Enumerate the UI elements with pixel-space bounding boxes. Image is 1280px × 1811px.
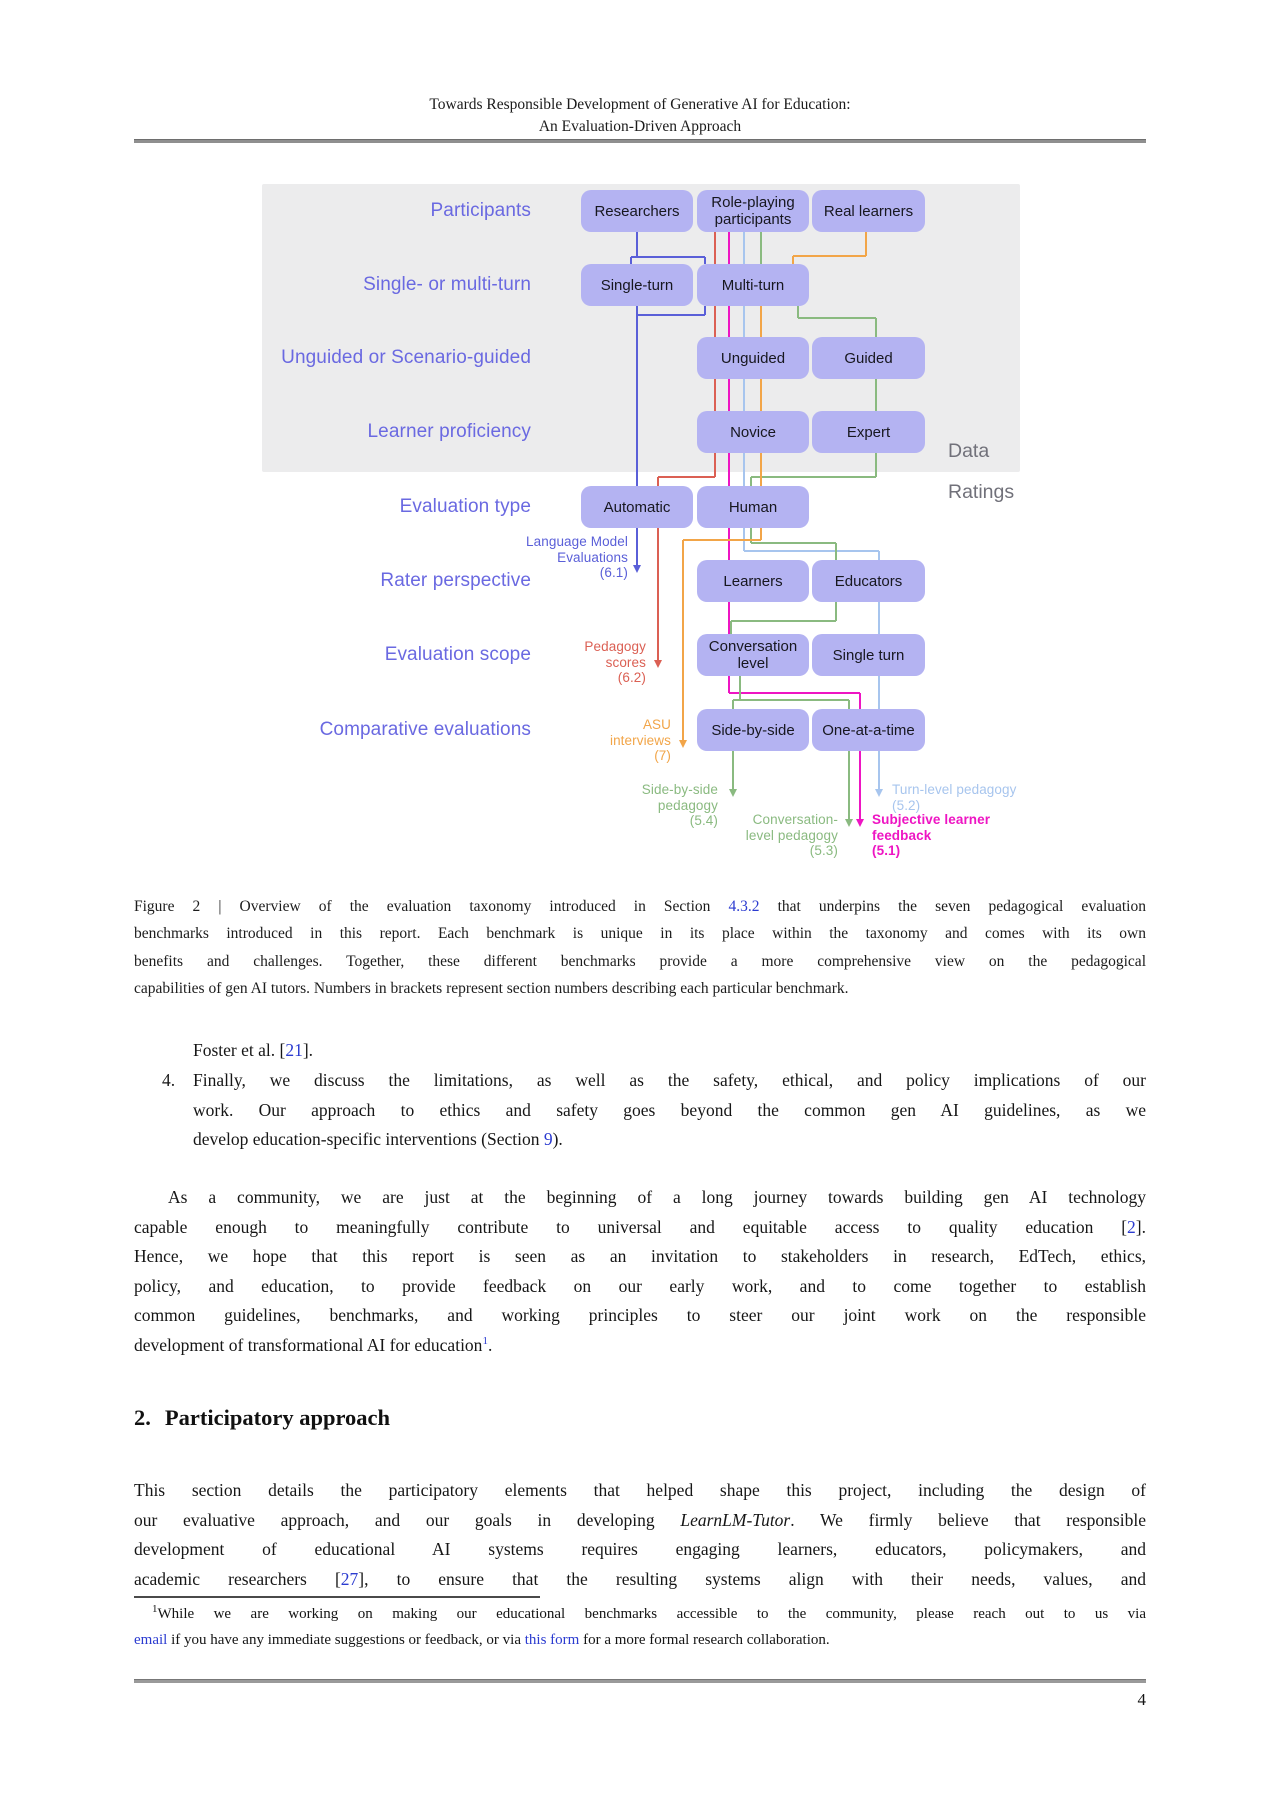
text-segment: ]. (1135, 1216, 1146, 1237)
text-segment: Figure 2 | Overview of the evaluation taxonomy introduced in Section (134, 898, 729, 915)
annotation-pedagogy-scores (346, 639, 646, 686)
section-title: Participatory approach (164, 1405, 391, 1430)
taxonomy-box-label: Side-by-side (711, 721, 795, 739)
text-segment: benchmarks introduced in this report. Each benchmark is unique in its place within the taxonomy and comes with its own (134, 925, 1146, 943)
arrowhead-down-icon (679, 740, 687, 748)
taxonomy-box-label: Single turn (832, 646, 905, 664)
connector-line (878, 551, 880, 560)
connector-line (732, 751, 734, 790)
text-segment: ], to ensure that the resulting systems align with their needs, values, and (358, 1568, 1146, 1589)
connector-line (743, 306, 745, 337)
connector-line (760, 453, 762, 486)
text-segment: work. Our approach to ethics and safety goes beyond the common gen AI guidelines, as we (193, 1099, 1146, 1120)
text-line (134, 948, 1146, 975)
taxonomy-box-label: Real learners (823, 202, 914, 220)
connector-line (682, 540, 684, 741)
body-paragraph-participatory (134, 1476, 1146, 1594)
annotation-line: Evaluations (557, 549, 628, 565)
annotation-subjective-learner-feedback (872, 812, 1172, 859)
row-label: Participants (430, 200, 531, 221)
text-segment: ). (552, 1129, 563, 1149)
text-segment: capable enough to meaningfully contribute to universal and equitable access to quality education [ (134, 1216, 1128, 1237)
connector-line (859, 693, 861, 709)
taxonomy-box (697, 264, 809, 306)
row-label: Evaluation type (399, 496, 531, 517)
connector-line (733, 699, 849, 701)
footer-rule (134, 1679, 1146, 1683)
text-segment: that underpins the seven pedagogical evaluation (759, 898, 1146, 915)
text-line (193, 1036, 1146, 1066)
row-label: Single- or multi-turn (363, 274, 531, 295)
taxonomy-box (697, 486, 809, 528)
connector-line (848, 700, 850, 709)
annotation-asu-interviews (371, 717, 671, 764)
taxonomy-box (697, 337, 809, 379)
text-segment: capabilities of gen AI tutors. Numbers in brackets represent section numbers describing each particular benchmark. (134, 980, 849, 998)
annotation-line: Pedagogy (584, 639, 646, 654)
text-segment: policy, and education, to provide feedback on our early work, and to come together to establish (134, 1275, 1146, 1296)
text-segment: ]. (302, 1040, 314, 1060)
annotation-line: scores (605, 654, 646, 670)
figure-taxonomy-diagram (0, 0, 1280, 900)
text-segment: if you have any immediate suggestions or feedback, or via (167, 1632, 525, 1648)
text-line (193, 1096, 1146, 1126)
connector-line (739, 676, 741, 700)
row-label: Comparative evaluations (319, 719, 531, 740)
annotation-lm-evals (328, 534, 628, 581)
taxonomy-box-label: Human (728, 498, 778, 516)
text-line (134, 1331, 1146, 1361)
connector-line (878, 602, 880, 634)
connector-line (729, 692, 860, 694)
taxonomy-box (812, 709, 925, 751)
text-line (134, 1627, 1146, 1653)
row-label: Evaluation scope (384, 644, 531, 665)
text-segment: development of educational AI systems requires engaging learners, educators, policymakers, and (134, 1539, 1146, 1559)
connector-line (798, 317, 876, 319)
connector-line (760, 232, 762, 264)
inline-link[interactable]: 27 (340, 1568, 359, 1589)
connector-line (732, 700, 734, 709)
connector-line (728, 379, 730, 411)
arrowhead-down-icon (654, 660, 662, 668)
annotation-line: (5.2) (892, 797, 921, 813)
connector-line (728, 528, 730, 560)
connector-line (751, 542, 836, 544)
section-heading (134, 1405, 1146, 1431)
annotation-line: feedback (872, 827, 932, 843)
text-segment: This section details the participatory elements that helped shape this project, including the design of (134, 1480, 1146, 1500)
taxonomy-box (697, 411, 809, 453)
footnote (134, 1601, 1146, 1653)
connector-line (848, 751, 850, 820)
inline-link[interactable]: this form (524, 1632, 580, 1648)
text-segment: common guidelines, benchmarks, and working principles to steer our joint work on the responsible (134, 1305, 1146, 1325)
taxonomy-box (697, 709, 809, 751)
text-segment: for a more formal research collaboration. (579, 1632, 830, 1648)
running-header-line2: An Evaluation-Driven Approach (538, 117, 742, 135)
connector-line (730, 621, 732, 634)
list-item-4 (193, 1066, 1146, 1155)
connector-line (744, 550, 879, 552)
annotation-line: (5.3) (809, 843, 838, 858)
annotation-line: ASU (642, 717, 671, 732)
taxonomy-box-label: Guided (844, 349, 893, 367)
text-line (134, 1476, 1146, 1506)
taxonomy-box-label: Multi-turn (721, 276, 785, 294)
list-item-continuation (193, 1036, 1146, 1066)
taxonomy-box-label: Role-playing participants (711, 194, 795, 228)
row-label: Unguided or Scenario-guided (281, 347, 531, 368)
text-line (134, 1601, 1146, 1627)
taxonomy-box-label: Unguided (720, 349, 786, 367)
connector-line (878, 751, 880, 790)
page-number: 4 (1137, 1690, 1146, 1709)
text-segment: 1 (152, 1603, 158, 1615)
annotation-line: Side-by-side (641, 782, 718, 797)
text-line (134, 1183, 1146, 1213)
text-line (134, 1213, 1146, 1243)
connector-line (792, 256, 794, 264)
taxonomy-box (697, 190, 809, 232)
connector-line (751, 476, 876, 478)
taxonomy-box (812, 560, 925, 602)
text-segment: development of transformational AI for education (134, 1334, 483, 1355)
connector-line (728, 676, 730, 693)
connector-line (728, 453, 730, 486)
taxonomy-box-label: Conversation level (708, 638, 798, 672)
annotation-line: (5.4) (689, 813, 718, 828)
arrowhead-down-icon (856, 819, 864, 827)
text-line (134, 1565, 1146, 1595)
connector-line (743, 453, 745, 486)
taxonomy-box (581, 264, 693, 306)
list-item-number: 4. (162, 1070, 176, 1090)
text-line (193, 1125, 1146, 1155)
connector-line (875, 379, 877, 411)
connector-line (750, 477, 752, 486)
taxonomy-box-label: Novice (730, 423, 776, 441)
taxonomy-box (812, 411, 925, 453)
connector-line (743, 379, 745, 411)
annotation-line: (6.1) (599, 565, 628, 580)
text-segment: Finally, we discuss the limitations, as well as the safety, ethical, and policy implications of our (193, 1070, 1146, 1090)
connector-line (714, 453, 716, 477)
text-segment: benefits and challenges. Together, these different benchmarks provide a more comprehensive view on the pedagogical (134, 952, 1146, 970)
taxonomy-box (812, 190, 925, 232)
connector-line (658, 476, 715, 478)
inline-link[interactable]: 1 (482, 1334, 488, 1347)
connector-line (878, 676, 880, 709)
text-segment: . We firmly believe that responsible (790, 1509, 1146, 1530)
connector-line (714, 232, 716, 264)
inline-link[interactable]: 9 (543, 1129, 553, 1149)
connector-line (631, 256, 705, 258)
connector-line (714, 379, 716, 411)
text-line (134, 1242, 1146, 1272)
text-segment: develop education-specific interventions (Section (193, 1129, 544, 1149)
taxonomy-box-label: Single-turn (600, 276, 674, 294)
taxonomy-box (581, 486, 693, 528)
text-line (134, 975, 1146, 1002)
arrowhead-down-icon (729, 789, 737, 797)
taxonomy-box-label: Expert (846, 423, 891, 441)
arrowhead-down-icon (633, 565, 641, 573)
text-line (134, 1506, 1146, 1536)
connector-line (657, 528, 659, 661)
annotation-line: level pedagogy (745, 827, 838, 843)
connector-line (704, 257, 706, 264)
annotation-turn-level-pedagogy (892, 782, 1192, 813)
connector-line (875, 318, 877, 337)
text-line (134, 920, 1146, 947)
row-label: Rater perspective (380, 570, 531, 591)
connector-line (835, 543, 837, 560)
connector-line (728, 232, 730, 264)
connector-line (875, 453, 877, 477)
taxonomy-box (581, 190, 693, 232)
annotation-line: (7) (654, 748, 671, 763)
arrowhead-down-icon (875, 789, 883, 797)
inline-link[interactable]: 4.3.2 (728, 898, 760, 915)
text-segment: our evaluative approach, and our goals in developing (134, 1509, 681, 1530)
connector-line (636, 306, 638, 486)
connector-line (636, 232, 638, 257)
connector-line (743, 232, 745, 264)
taxonomy-box (812, 337, 925, 379)
annotation-line: (6.2) (617, 670, 646, 685)
taxonomy-box (697, 560, 809, 602)
ratings-side-label: Ratings (948, 481, 1015, 503)
taxonomy-box-label: Researchers (594, 202, 680, 220)
connector-line (683, 539, 761, 541)
annotation-line: Conversation- (752, 812, 838, 827)
text-segment: Foster et al. [ (193, 1040, 286, 1060)
text-line (193, 1066, 1146, 1096)
running-header-line1: Towards Responsible Development of Generative AI for Education: (429, 96, 851, 113)
footnote-rule (134, 1596, 540, 1598)
annotation-line: Language Model (526, 534, 628, 549)
annotation-line: Turn-level pedagogy (892, 782, 1017, 797)
taxonomy-box-label: One-at-a-time (822, 721, 915, 739)
connector-line (760, 379, 762, 411)
text-segment: As a community, we are just at the beginning of a long journey towards building gen AI technology (168, 1187, 1146, 1207)
annotation-line: Subjective learner (872, 812, 991, 827)
connector-line (714, 306, 716, 337)
taxonomy-box (697, 634, 809, 676)
connector-line (630, 257, 632, 264)
text-segment: academic researchers [ (134, 1568, 341, 1589)
annotation-line: (5.1) (872, 843, 901, 858)
text-segment: . (487, 1334, 493, 1355)
row-label: Learner proficiency (367, 421, 531, 442)
connector-line (760, 306, 762, 337)
text-line (134, 1301, 1146, 1331)
figure-caption (134, 893, 1146, 1003)
taxonomy-box-label: Automatic (603, 498, 671, 516)
text-segment: While we are working on making our educational benchmarks accessible to the community, please reach out to us via (157, 1606, 1146, 1622)
connector-line (793, 255, 866, 257)
taxonomy-box-label: Learners (723, 572, 783, 590)
inline-link[interactable]: 2 (1127, 1216, 1136, 1237)
section-number: 2. (134, 1405, 151, 1430)
text-line (134, 1535, 1146, 1565)
connector-line (657, 477, 659, 486)
connector-line (637, 314, 705, 316)
annotation-line: pedagogy (657, 797, 718, 813)
connector-line (835, 602, 837, 621)
taxonomy-box-label: Educators (834, 572, 903, 590)
connector-line (728, 306, 730, 337)
data-side-label: Data (948, 440, 990, 462)
connector-line (865, 232, 867, 256)
connector-line (636, 528, 638, 566)
text-segment: LearnLM-Tutor (680, 1509, 791, 1530)
inline-link[interactable]: email (134, 1632, 168, 1648)
arrowhead-down-icon (845, 819, 853, 827)
annotation-conversation-level-pedagogy (538, 812, 838, 859)
text-segment: Hence, we hope that this report is seen as an invitation to stakeholders in research, EdTech, ethics, (134, 1246, 1146, 1266)
inline-link[interactable]: 21 (285, 1040, 303, 1060)
connector-line (859, 751, 861, 820)
text-line (134, 893, 1146, 920)
text-line (134, 1272, 1146, 1302)
connector-line (731, 620, 836, 622)
taxonomy-box (812, 634, 925, 676)
body-paragraph-community (134, 1183, 1146, 1360)
annotation-line: interviews (609, 732, 671, 748)
